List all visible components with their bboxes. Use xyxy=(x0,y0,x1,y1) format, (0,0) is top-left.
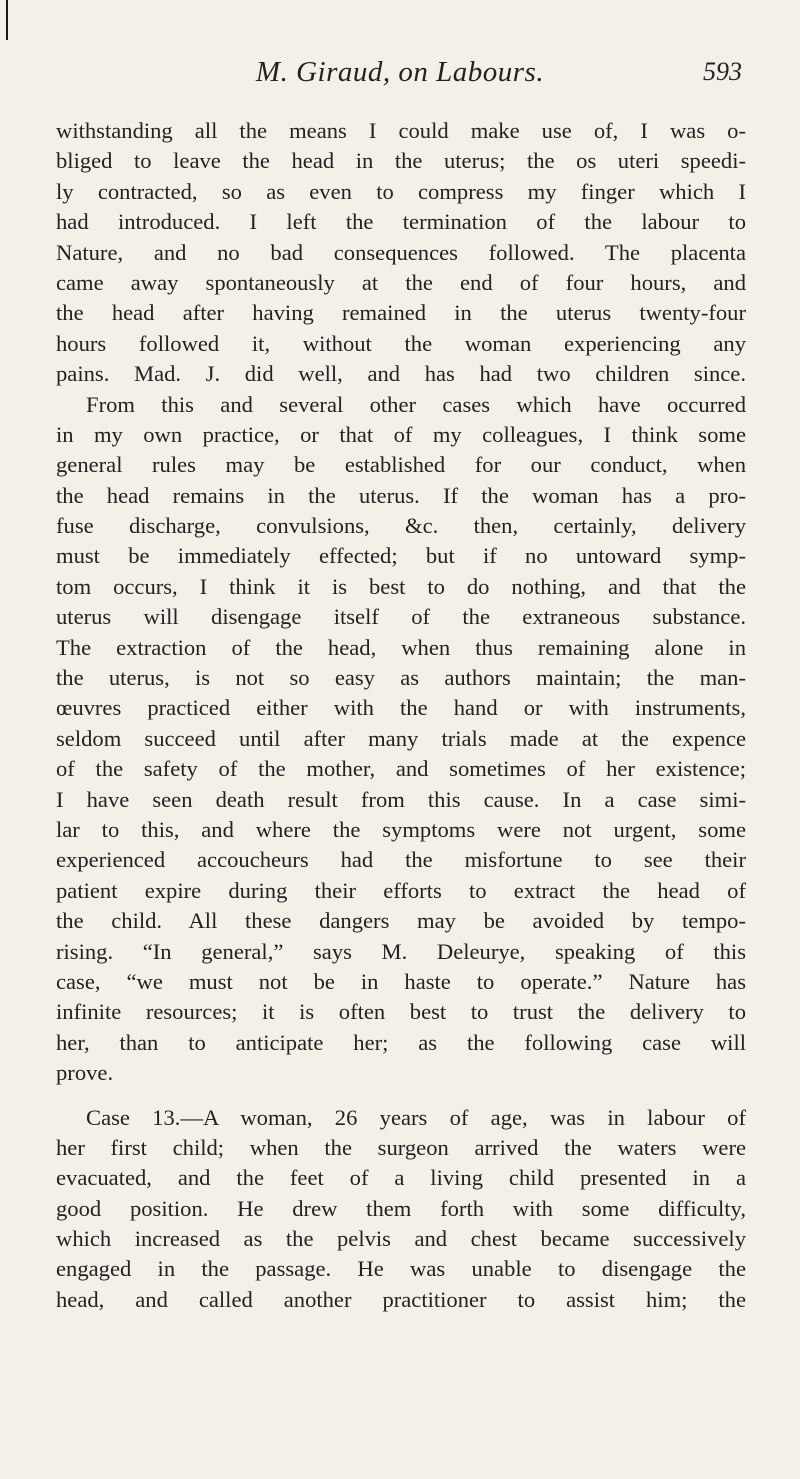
text-line: Nature, and no bad consequences followed. The placenta xyxy=(56,239,746,265)
running-title: M. Giraud, on Labours. xyxy=(255,56,545,88)
text-line: of the safety of the mother, and sometimes of her existence; xyxy=(56,756,746,782)
text-line: the child. All these dangers may be avoided by tempo- xyxy=(56,908,746,934)
text-line: rising. “In general,” says M. Deleurye, speaking of this xyxy=(56,938,746,964)
text-line: infinite resources; it is often best to trust the delivery to xyxy=(56,999,746,1025)
text-line: withstanding all the means I could make use of, I was o- xyxy=(56,118,746,143)
text-line: bliged to leave the head in the uterus; the os uteri speedi- xyxy=(56,148,746,174)
text-line: uterus will disengage itself of the extraneous substance. xyxy=(56,604,746,630)
text-line: pains. Mad. J. did well, and has had two children since. xyxy=(56,361,746,387)
page-number: 593 xyxy=(703,57,742,86)
text-line: her, than to anticipate her; as the following case will xyxy=(56,1029,746,1055)
text-line: the uterus, is not so easy as authors maintain; the man- xyxy=(56,665,746,691)
text-line: general rules may be established for our conduct, when xyxy=(56,452,746,478)
paragraph-gap xyxy=(56,1089,746,1103)
text-line: experienced accoucheurs had the misfortune to see their xyxy=(56,847,746,873)
text-line: head, and called another practitioner to assist him; the xyxy=(56,1286,746,1312)
text-line: must be immediately effected; but if no untoward symp- xyxy=(56,543,746,569)
text-line: the head after having remained in the uterus twenty-four xyxy=(56,300,746,326)
body-text xyxy=(56,116,746,1315)
text-line: The extraction of the head, when thus remaining alone in xyxy=(56,634,746,660)
text-line: case, “we must not be in haste to operate.” Nature has xyxy=(56,968,746,994)
text-line: evacuated, and the feet of a living child presented in a xyxy=(56,1165,746,1191)
text-line: lar to this, and where the symptoms were not urgent, some xyxy=(56,816,746,842)
text-line: patient expire during their efforts to extract the head of xyxy=(56,877,746,903)
text-line: her first child; when the surgeon arrived the waters were xyxy=(56,1134,746,1160)
text-line: good position. He drew them forth with some difficulty, xyxy=(56,1195,746,1221)
text-line: tom occurs, I think it is best to do nothing, and that the xyxy=(56,573,746,599)
text-line: fuse discharge, convulsions, &c. then, certainly, delivery xyxy=(56,513,746,539)
text-line: Case 13.—A woman, 26 years of age, was in labour of xyxy=(86,1104,746,1130)
text-line: in my own practice, or that of my colleagues, I think some xyxy=(56,421,746,447)
text-line: which increased as the pelvis and chest became successively xyxy=(56,1226,746,1252)
running-head xyxy=(0,52,800,92)
text-line: the head remains in the uterus. If the woman has a pro- xyxy=(56,482,746,508)
text-line: œuvres practiced either with the hand or with instruments, xyxy=(56,695,746,721)
text-line: ly contracted, so as even to compress my finger which I xyxy=(56,178,746,204)
text-line: From this and several other cases which have occurred xyxy=(86,391,746,417)
text-line: I have seen death result from this cause. In a case simi- xyxy=(56,786,746,812)
text-line: hours followed it, without the woman experiencing any xyxy=(56,330,746,356)
page-edge-mark xyxy=(6,0,8,40)
text-line: came away spontaneously at the end of four hours, and xyxy=(56,269,746,295)
text-line: seldom succeed until after many trials made at the expence xyxy=(56,725,746,751)
text-line: had introduced. I left the termination of the labour to xyxy=(56,209,746,235)
text-line: engaged in the passage. He was unable to disengage the xyxy=(56,1256,746,1282)
text-line: prove. xyxy=(56,1060,114,1086)
